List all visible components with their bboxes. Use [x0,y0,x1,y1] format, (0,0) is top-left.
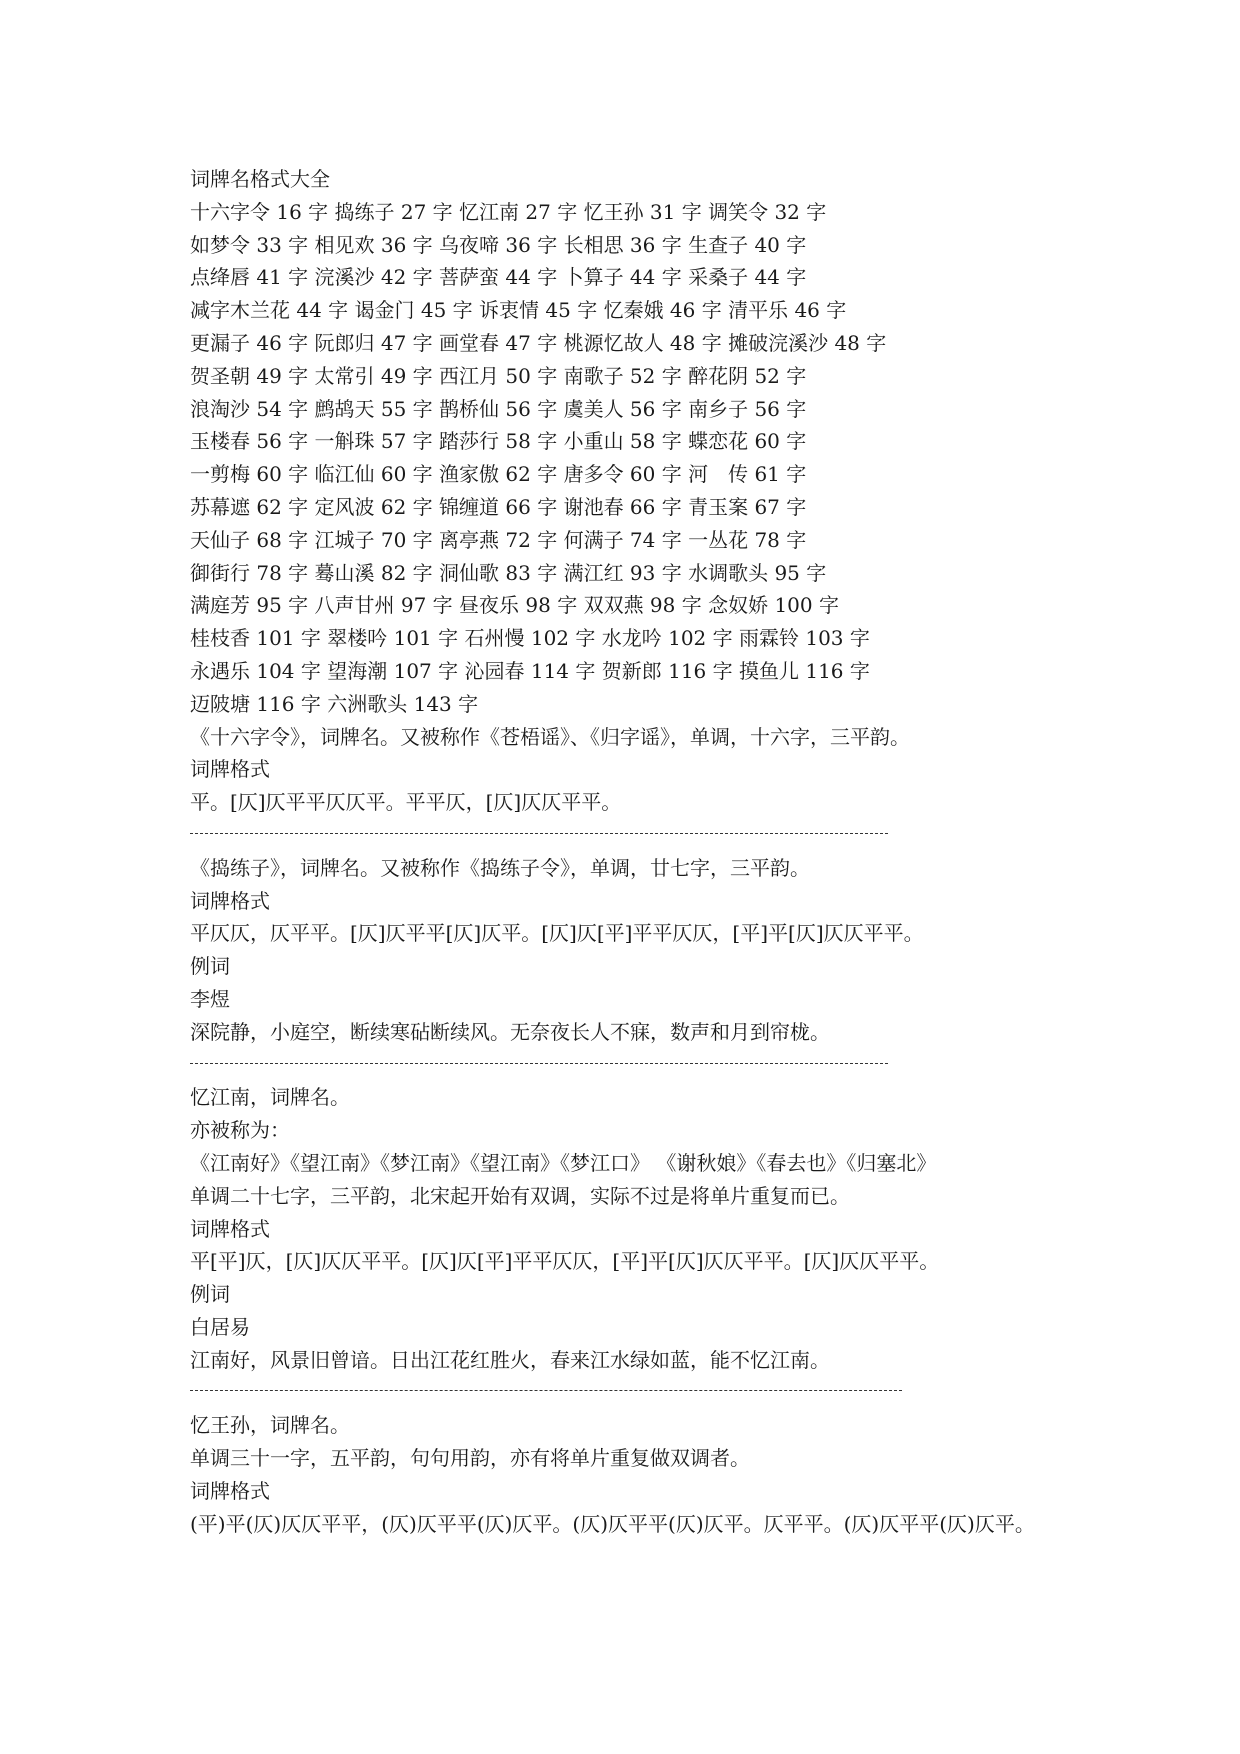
section-yijiangnan [190,1081,1070,1376]
format-label: 词牌格式 [190,888,270,913]
format-label: 词牌格式 [190,1216,270,1241]
index-line: 贺圣朝 49 字 太常引 49 字 西江月 50 字 南歌子 52 字 醉花阴 52 字 [190,363,807,388]
example-text: 深院静，小庭空，断续寒砧断续风。无奈夜长人不寐，数声和月到帘栊。 [190,1019,830,1044]
section-daolianzi [190,852,1070,1049]
index-line: 点绛唇 41 字 浣溪沙 42 字 菩萨蛮 44 字 卜算子 44 字 采桑子 44 字 [190,265,807,290]
tonal-format: (平)平(仄)仄仄平平，(仄)仄平平(仄)仄平。(仄)仄平平(仄)仄平。仄平平。(仄)仄平平(仄)仄平。 [190,1511,1035,1536]
section-intro: 《捣练子》，词牌名。又被称作《捣练子令》，单调，廿七字，三平韵。 [190,855,810,880]
tonal-format: 平仄仄，仄平平。[仄]仄平平[仄]仄平。[仄]仄[平]平平仄仄，[平]平[仄]仄仄平平。 [190,921,924,946]
index-line: 十六字令 16 字 捣练子 27 字 忆江南 27 字 忆王孙 31 字 调笑令 32 字 [190,199,827,224]
alias-label: 亦被称为： [190,1118,290,1143]
alias-list: 《江南好》《望江南》《梦江南》《望江南》《梦江口》 《谢秋娘》《春去也》《归塞北》 [190,1150,937,1175]
index-line: 桂枝香 101 字 翠楼吟 101 字 石州慢 102 字 水龙吟 102 字 雨霖铃 103 字 [190,626,870,651]
index-line: 迈陂塘 116 字 六洲歌头 143 字 [190,691,479,716]
cipai-index [190,196,1070,721]
index-line: 满庭芳 95 字 八声甘州 97 字 昼夜乐 98 字 双双燕 98 字 念奴娇 100 字 [190,593,839,618]
section-description: 单调二十七字，三平韵，北宋起开始有双调，实际不过是将单片重复而已。 [190,1183,850,1208]
index-line: 如梦令 33 字 相见欢 36 字 乌夜啼 36 字 长相思 36 字 生查子 40 字 [190,232,807,257]
index-line: 浪淘沙 54 字 鹧鸪天 55 字 鹊桥仙 56 字 虞美人 56 字 南乡子 56 字 [190,396,807,421]
example-author: 李煜 [190,986,230,1011]
section-shiliuziling [190,721,1070,819]
index-line: 永遇乐 104 字 望海潮 107 字 沁园春 114 字 贺新郎 116 字 摸鱼儿 116 字 [190,658,870,683]
tonal-format: 平[平]仄，[仄]仄仄平平。[仄]仄[平]平平仄仄，[平]平[仄]仄仄平平。[仄]仄仄平平。 [190,1249,940,1274]
dashed-divider [190,1376,1070,1409]
index-line: 一剪梅 60 字 临江仙 60 字 渔家傲 62 字 唐多令 60 字 河 传 61 字 [190,462,807,487]
tonal-format: 平。[仄]仄平平仄仄平。平平仄，[仄]仄仄平平。 [190,790,622,815]
section-intro: 忆王孙，词牌名。 [190,1413,350,1438]
section-intro: 忆江南，词牌名。 [190,1085,350,1110]
section-intro: 《十六字令》，词牌名。又被称作《苍梧谣》、《归字谣》，单调，十六字，三平韵。 [190,724,910,749]
index-line: 天仙子 68 字 江城子 70 字 离亭燕 72 字 何满子 74 字 一丛花 78 字 [190,527,807,552]
section-yiwangsun [190,1409,1070,1540]
example-text: 江南好，风景旧曾谙。日出江花红胜火，春来江水绿如蓝，能不忆江南。 [190,1347,830,1372]
index-line: 苏幕遮 62 字 定风波 62 字 锦缠道 66 字 谢池春 66 字 青玉案 67 字 [190,494,807,519]
example-label: 例词 [190,1282,230,1307]
dashed-divider [190,819,1070,852]
example-label: 例词 [190,954,230,979]
index-line: 更漏子 46 字 阮郎归 47 字 画堂春 47 字 桃源忆故人 48 字 摊破浣溪沙 48 字 [190,330,887,355]
index-line: 玉楼春 56 字 一斛珠 57 字 踏莎行 58 字 小重山 58 字 蝶恋花 60 字 [190,429,807,454]
section-description: 单调三十一字，五平韵，句句用韵，亦有将单片重复做双调者。 [190,1446,750,1471]
dashed-divider [190,1049,1070,1082]
document-body [190,163,1070,1540]
document-title: 词牌名格式大全 [190,167,330,191]
format-label: 词牌格式 [190,757,270,782]
example-author: 白居易 [190,1314,250,1339]
format-label: 词牌格式 [190,1478,270,1503]
index-line: 御街行 78 字 蓦山溪 82 字 洞仙歌 83 字 满江红 93 字 水调歌头 95 字 [190,560,827,585]
index-line: 减字木兰花 44 字 谒金门 45 字 诉衷情 45 字 忆秦娥 46 字 清平乐 46 字 [190,298,847,323]
